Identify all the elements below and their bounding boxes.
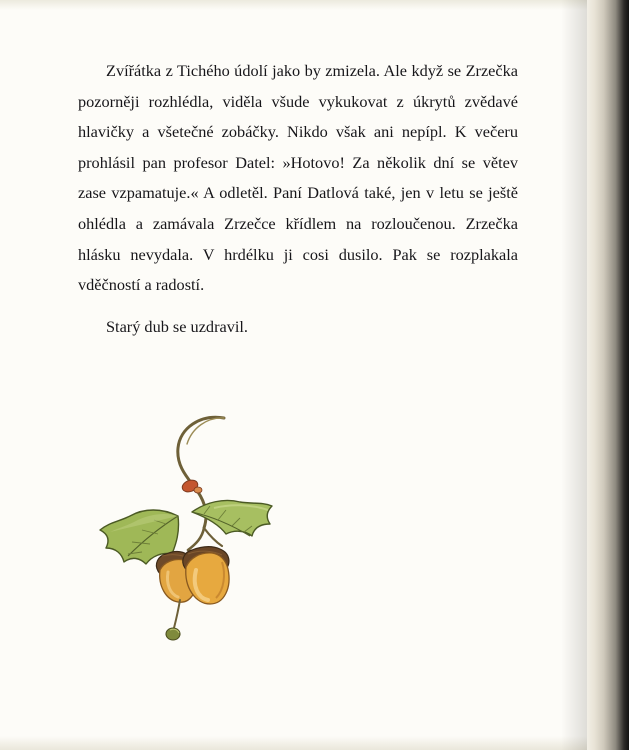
page-text-block [78, 56, 518, 342]
book-binding-gutter [587, 0, 629, 750]
page-top-edge [0, 0, 629, 10]
page-bottom-edge [0, 736, 629, 750]
oak-branch-illustration [74, 404, 324, 654]
page-gutter-shadow [561, 0, 587, 750]
paragraph-1: Zvířátka z Tichého údolí jako by zmizela. Ale když se Zrzečka pozorněji rozhlédla, viděla všude vykukovat z úkrytů zvědavé hlavičky a všetečné zobáčky. Nikdo však ani nepípl. K večeru prohlásil pan profesor Datel: »Hotovo! Za několik dní se větev zase vzpamatuje.« A odletěl. Paní Datlová také, jen v letu se ještě ohlédla a zamávala Zrzečce křídlem na rozloučenou. Zrzečka hlásku nevydala. V hrdélku ji cosi dusilo. Pak se rozplakala vděčností a radostí. [78, 61, 518, 295]
paragraph-2: Starý dub se uzdravil. [106, 316, 248, 336]
